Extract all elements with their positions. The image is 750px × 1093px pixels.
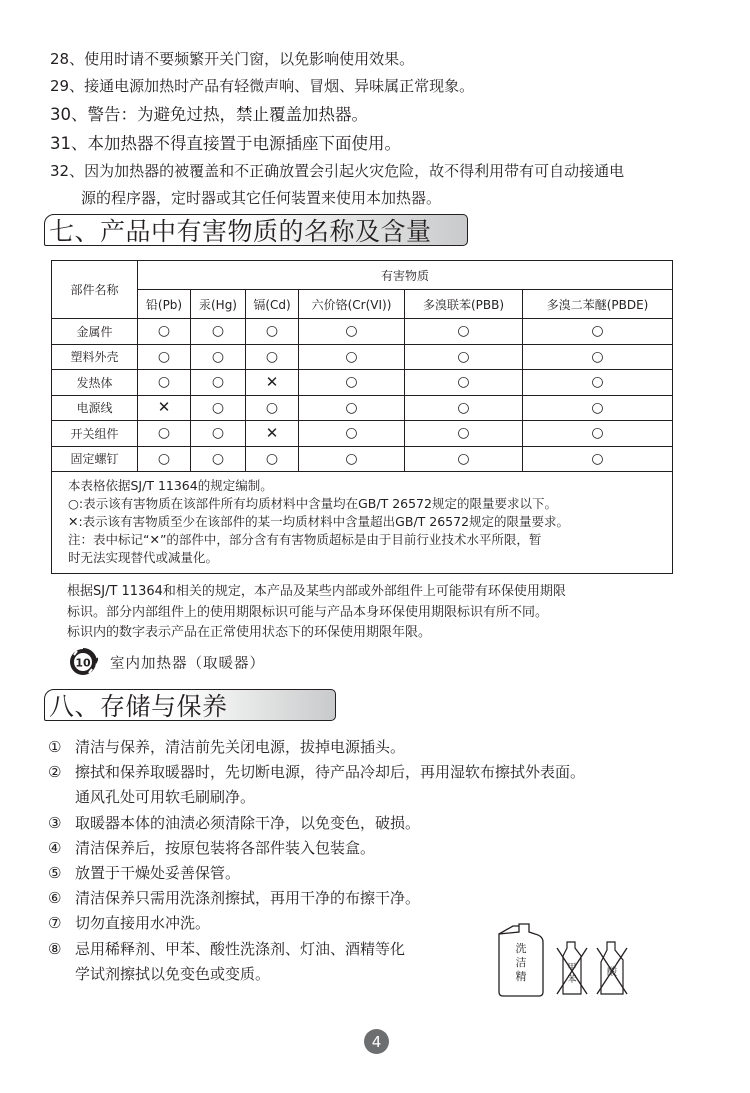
- item-number: ①: [48, 738, 62, 756]
- epup-number: 10: [75, 656, 91, 670]
- note-number: 30、: [50, 105, 88, 124]
- detergent-bottle-icon: [499, 924, 543, 996]
- note-text: 因为加热器的被覆盖和不正确放置会引起火灾危险，故不得利用带有可自动接通电: [84, 162, 625, 180]
- compliance-mark: ○: [191, 370, 246, 396]
- hazardous-substances-table: [51, 260, 673, 574]
- hazardous-substances-header: 有害物质: [138, 261, 673, 290]
- compliance-mark: ○: [191, 395, 246, 421]
- compliance-mark: ○: [191, 319, 246, 345]
- compliance-mark: ○: [246, 395, 299, 421]
- table-note: ○:表示该有害物质在该部件所有均质材料中含量均在GB/T 26572规定的限量要求以下。: [68, 496, 557, 511]
- part-name: 电源线: [52, 395, 138, 421]
- compliance-mark: ○: [191, 421, 246, 447]
- compliance-mark: ○: [299, 395, 405, 421]
- item-number: ⑧: [48, 939, 62, 958]
- note-number: 31、: [50, 134, 88, 153]
- substance-header: 铅(Pb): [138, 290, 191, 319]
- epup-label: 室内加热器（取暖器）: [110, 655, 265, 672]
- compliance-mark: ○: [191, 446, 246, 472]
- table-row: [52, 319, 673, 345]
- compliance-mark: ○: [523, 344, 673, 370]
- paragraph-line: 根据SJ/T 11364和相关的规定，本产品及某些内部或外部组件上可能带有环保使用期限: [67, 584, 566, 599]
- table-row: [52, 370, 673, 396]
- compliance-mark: ○: [523, 446, 673, 472]
- note-text: 警告：为避免过热，禁止覆盖加热器。: [87, 105, 368, 124]
- note-30: [50, 100, 710, 129]
- item-number: ④: [48, 838, 62, 857]
- compliance-mark: ✕: [246, 421, 299, 447]
- item-number: ③: [48, 813, 62, 832]
- note-32: [50, 158, 710, 212]
- compliance-mark: ○: [191, 344, 246, 370]
- part-name-header: 部件名称: [52, 261, 138, 319]
- note-31: [50, 129, 710, 158]
- table-note: 注：表中标记“✕”的部件中，部分含有有害物质超标是由于目前行业技术水平所限，暂: [68, 532, 542, 547]
- substance-header: 镉(Cd): [246, 290, 299, 319]
- compliance-mark: ✕: [138, 395, 191, 421]
- note-number: 32、: [50, 162, 85, 180]
- compliance-mark: ○: [405, 446, 523, 472]
- compliance-mark: ○: [246, 319, 299, 345]
- item-text: 清洁与保养，清洁前先关闭电源，拔掉电源插头。: [75, 738, 406, 756]
- detergent-label-2: 洁: [515, 956, 527, 969]
- thinner-label-1: 甲: [567, 963, 577, 973]
- item-text: 擦拭和保养取暖器时，先切断电源，待产品冷却后，再用湿软布擦拭外表面。: [75, 763, 586, 782]
- note-text-continued: 源的程序器，定时器或其它任何装置来使用本加热器。: [81, 189, 442, 207]
- compliance-mark: ○: [299, 370, 405, 396]
- list-item: [48, 760, 688, 810]
- table-note: 本表格依据SJ/T 11364的规定编制。: [68, 478, 273, 493]
- section-title-hazardous-substances: [44, 214, 468, 246]
- note-number: 29、: [50, 77, 85, 95]
- table-row: [52, 421, 673, 447]
- page-number: [364, 1029, 389, 1054]
- compliance-mark: ○: [405, 421, 523, 447]
- part-name: 固定螺钉: [52, 446, 138, 472]
- table-note: 时无法实现替代或减量化。: [68, 550, 219, 565]
- compliance-mark: ○: [138, 370, 191, 396]
- note-text: 使用时请不要频繁开关门窗，以免影响使用效果。: [84, 50, 415, 68]
- section-title-text: 七、产品中有害物质的名称及含量: [49, 217, 432, 246]
- item-text: 切勿直接用水冲洗。: [75, 914, 211, 933]
- compliance-mark: ○: [405, 370, 523, 396]
- eco-use-period-logo-row: [68, 647, 265, 677]
- compliance-mark: ○: [523, 395, 673, 421]
- note-number: 28、: [50, 50, 85, 68]
- list-item: [48, 886, 688, 911]
- table-notes-row: [52, 472, 673, 574]
- no-thinner-icon: [557, 942, 587, 994]
- list-item: [48, 836, 688, 861]
- table-row: [52, 344, 673, 370]
- compliance-mark: ○: [246, 446, 299, 472]
- item-text: 清洁保养后，按原包装将各部件装入包装盒。: [75, 838, 376, 857]
- compliance-mark: ○: [299, 446, 405, 472]
- compliance-mark: ○: [299, 421, 405, 447]
- compliance-mark: ○: [138, 421, 191, 447]
- detergent-label-3: 精: [515, 970, 527, 983]
- table-note: ✕:表示该有害物质至少在该部件的某一均质材料中含量超出GB/T 26572规定的限量要求。: [68, 514, 570, 529]
- item-number: ②: [48, 763, 62, 782]
- item-number: ⑤: [48, 864, 62, 883]
- eco-use-period-text: [67, 582, 667, 644]
- safety-notes: [50, 46, 710, 212]
- substance-header: 多溴联苯(PBB): [405, 290, 523, 319]
- part-name: 金属件: [52, 319, 138, 345]
- table-notes: [52, 472, 673, 574]
- compliance-mark: ○: [405, 319, 523, 345]
- list-item: [48, 811, 688, 836]
- paragraph-line: 标识。部分内部组件上的使用期限标识可能与产品本身环保使用期限标识有所不同。: [67, 604, 549, 620]
- item-text-continued: 通风孔处可用软毛刷刷净。: [75, 788, 256, 807]
- substance-header: 六价铬(Cr(VI)): [299, 290, 405, 319]
- note-text: 接通电源加热时产品有轻微声响、冒烟、异味属正常现象。: [84, 77, 475, 95]
- cleaning-agent-icons: [495, 920, 635, 998]
- compliance-mark: ○: [138, 446, 191, 472]
- table-header-row: [52, 261, 673, 290]
- item-text: 清洁保养只需用洗涤剂擦拭，再用干净的布擦干净。: [75, 889, 421, 908]
- compliance-mark: ○: [523, 421, 673, 447]
- compliance-mark: ○: [405, 395, 523, 421]
- thinner-label-2: 苯: [567, 975, 577, 985]
- item-text: 忌用稀释剂、甲苯、酸性洗涤剂、灯油、酒精等化: [75, 939, 406, 958]
- no-acid-icon: [597, 942, 627, 994]
- part-name: 塑料外壳: [52, 344, 138, 370]
- compliance-mark: ○: [138, 344, 191, 370]
- compliance-mark: ○: [246, 344, 299, 370]
- compliance-mark: ○: [523, 370, 673, 396]
- table-row: [52, 395, 673, 421]
- substance-header-row: [52, 290, 673, 319]
- note-29: [50, 73, 710, 100]
- paragraph-line: 标识内的数字表示产品在正常使用状态下的环保使用期限年限。: [67, 625, 432, 640]
- note-text: 本加热器不得直接置于电源插座下面使用。: [87, 134, 401, 153]
- list-item: [48, 735, 688, 760]
- compliance-mark: ○: [405, 344, 523, 370]
- part-name: 开关组件: [52, 421, 138, 447]
- table-row: [52, 446, 673, 472]
- substance-header: 汞(Hg): [191, 290, 246, 319]
- page-number-text: 4: [371, 1032, 382, 1051]
- compliance-mark: ○: [138, 319, 191, 345]
- item-text: 取暖器本体的油渍必须清除干净，以免变色，破损。: [75, 813, 421, 832]
- compliance-mark: ✕: [246, 370, 299, 396]
- compliance-mark: ○: [299, 319, 405, 345]
- compliance-mark: ○: [523, 319, 673, 345]
- item-text-continued: 学试剂擦拭以免变色或变质。: [75, 964, 271, 983]
- compliance-mark: ○: [299, 344, 405, 370]
- section-title-text: 八、存储与保养: [49, 692, 228, 721]
- epup-recycle-icon: [68, 647, 98, 677]
- detergent-label-1: 洗: [515, 942, 527, 955]
- note-28: [50, 46, 710, 73]
- item-number: ⑦: [48, 914, 62, 933]
- item-number: ⑥: [48, 889, 62, 908]
- acid-label: 酸: [607, 967, 617, 978]
- substance-header: 多溴二苯醚(PBDE): [523, 290, 673, 319]
- section-title-storage-maintenance: [44, 689, 336, 721]
- part-name: 发热体: [52, 370, 138, 396]
- item-text: 放置于干燥处妥善保管。: [75, 864, 241, 883]
- list-item: [48, 861, 688, 886]
